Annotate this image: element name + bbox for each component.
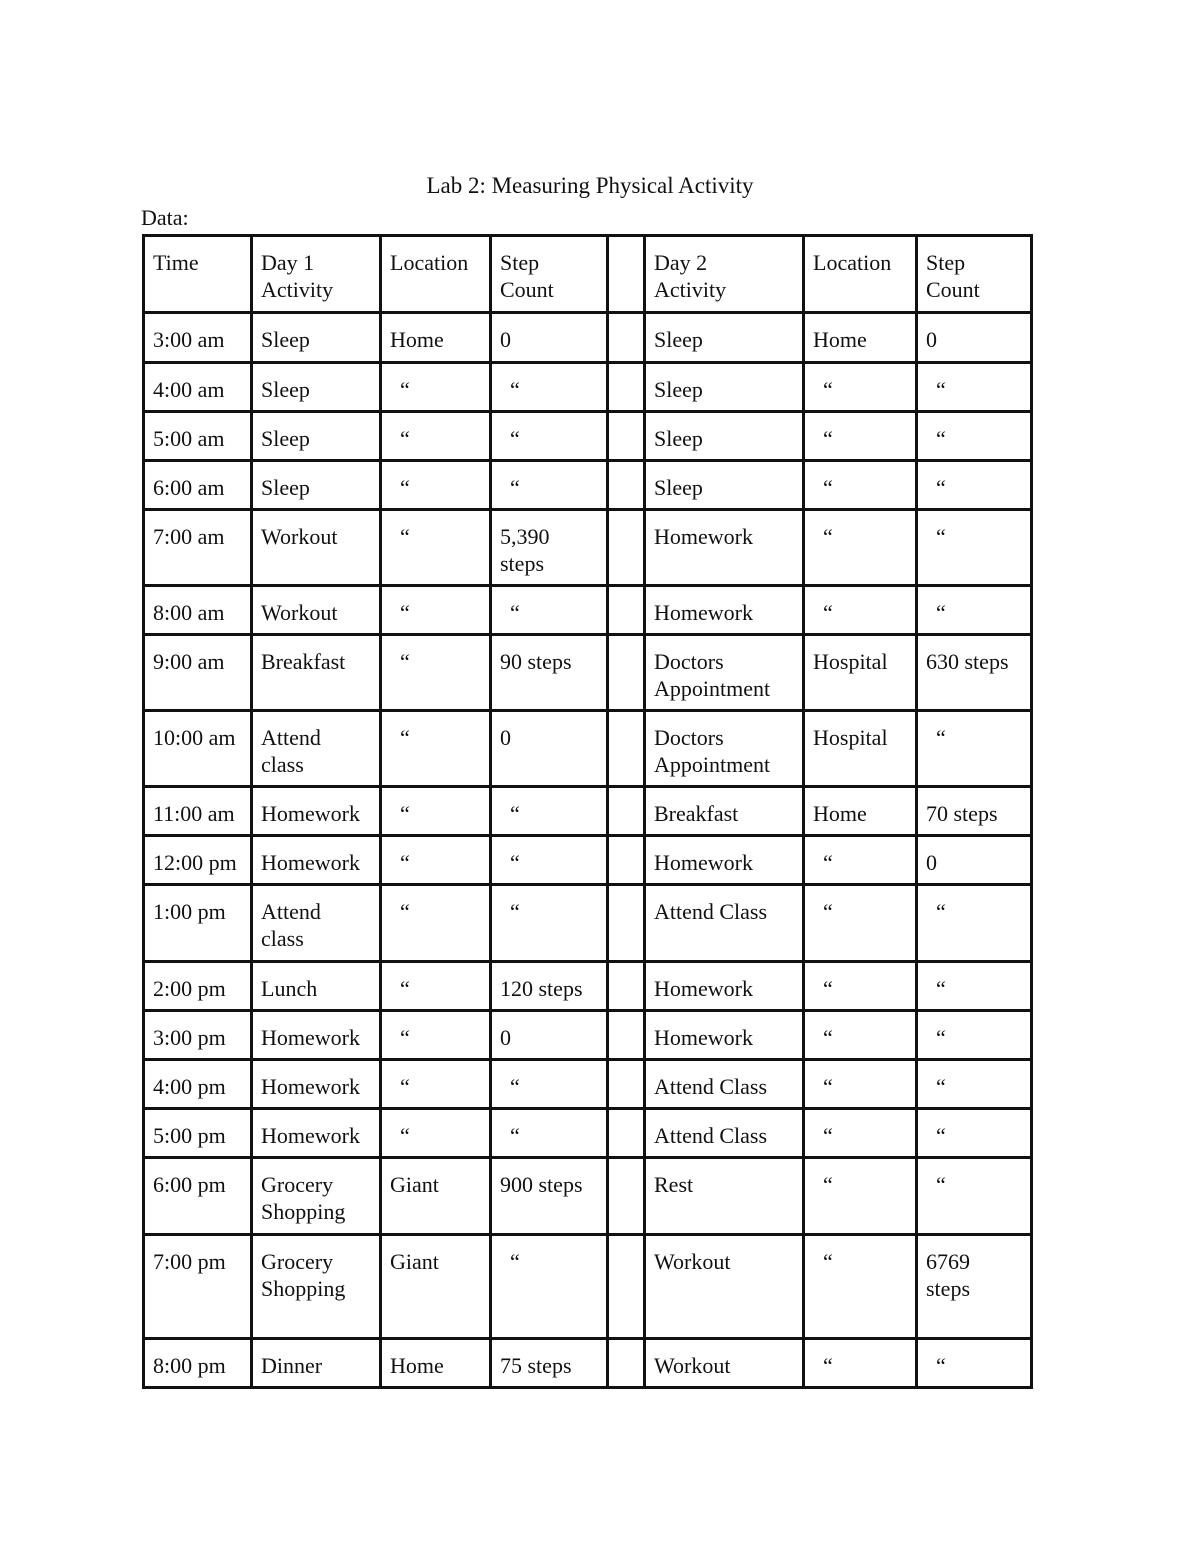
cell-time: 5:00 pm [144,1109,252,1158]
cell-day1-activity: Grocery Shopping [252,1158,381,1235]
cell-day1-step-count: “ [491,363,608,412]
header-spacer [608,236,645,313]
cell-day1-location: “ [381,1011,491,1060]
cell-day2-location: Hospital [804,635,917,711]
cell-day1-step-count: “ [491,885,608,962]
cell-spacer [608,787,645,836]
cell-time: 1:00 pm [144,885,252,962]
cell-day2-step-count: “ [917,1158,1032,1235]
cell-time: 7:00 am [144,510,252,586]
cell-day1-location: “ [381,461,491,510]
cell-day1-location: Giant [381,1235,491,1339]
cell-spacer [608,962,645,1011]
cell-day1-location: “ [381,1109,491,1158]
cell-day1-step-count: 0 [491,711,608,787]
page-title: Lab 2: Measuring Physical Activity [426,173,754,198]
cell-day2-step-count: “ [917,1109,1032,1158]
cell-day2-activity: Sleep [645,412,804,461]
cell-day1-activity: Breakfast [252,635,381,711]
cell-spacer [608,412,645,461]
cell-day1-activity: Attend class [252,711,381,787]
cell-day1-activity: Workout [252,510,381,586]
cell-day1-activity: Sleep [252,412,381,461]
cell-time: 3:00 pm [144,1011,252,1060]
cell-time: 8:00 pm [144,1339,252,1388]
cell-day1-location: “ [381,635,491,711]
cell-day1-location: “ [381,836,491,885]
cell-day2-step-count: “ [917,510,1032,586]
table-row [144,1158,1032,1235]
cell-day1-step-count: 0 [491,313,608,363]
cell-day1-step-count: 90 steps [491,635,608,711]
cell-day2-activity: Homework [645,962,804,1011]
cell-day2-step-count: 630 steps [917,635,1032,711]
cell-day1-activity: Homework [252,836,381,885]
cell-day1-location: “ [381,412,491,461]
cell-day2-location: “ [804,1235,917,1339]
cell-spacer [608,1060,645,1109]
cell-day1-step-count: “ [491,1235,608,1339]
cell-day1-activity: Grocery Shopping [252,1235,381,1339]
cell-spacer [608,1339,645,1388]
table-row [144,586,1032,635]
cell-day1-location: “ [381,711,491,787]
cell-day1-step-count: “ [491,1060,608,1109]
cell-day1-location: Giant [381,1158,491,1235]
data-label: Data: [141,205,189,230]
cell-day2-location: Home [804,313,917,363]
header-day1-location: Location [381,236,491,313]
cell-day2-location: “ [804,412,917,461]
cell-day2-step-count: “ [917,412,1032,461]
cell-spacer [608,635,645,711]
cell-day1-location: “ [381,510,491,586]
table-row [144,1060,1032,1109]
cell-day2-location: Home [804,787,917,836]
cell-day2-activity: Sleep [645,363,804,412]
cell-time: 5:00 am [144,412,252,461]
header-day1-activity: Day 1 Activity [252,236,381,313]
cell-day2-step-count: “ [917,1011,1032,1060]
cell-spacer [608,363,645,412]
cell-spacer [608,586,645,635]
cell-time: 4:00 pm [144,1060,252,1109]
cell-day1-activity: Homework [252,1109,381,1158]
cell-day2-step-count: “ [917,962,1032,1011]
cell-day2-step-count: 70 steps [917,787,1032,836]
table-row [144,635,1032,711]
cell-day1-location: “ [381,363,491,412]
cell-day2-location: “ [804,885,917,962]
cell-day1-activity: Lunch [252,962,381,1011]
cell-day1-activity: Workout [252,586,381,635]
cell-day2-step-count: “ [917,461,1032,510]
table-row [144,836,1032,885]
cell-day2-step-count: “ [917,711,1032,787]
cell-day1-step-count: “ [491,586,608,635]
cell-day2-location: “ [804,1011,917,1060]
cell-day1-location: “ [381,962,491,1011]
cell-day2-location: “ [804,363,917,412]
cell-day2-step-count: 6769 steps [917,1235,1032,1339]
table-row [144,1235,1032,1339]
cell-day1-step-count: “ [491,787,608,836]
table-row [144,962,1032,1011]
cell-day2-activity: Workout [645,1235,804,1339]
table-header-row [144,236,1032,313]
cell-day1-step-count: 120 steps [491,962,608,1011]
table-body [144,236,1032,1388]
cell-day2-step-count: “ [917,885,1032,962]
cell-time: 4:00 am [144,363,252,412]
cell-spacer [608,1235,645,1339]
cell-day1-activity: Sleep [252,363,381,412]
cell-day2-activity: Homework [645,1011,804,1060]
cell-day1-activity: Attend class [252,885,381,962]
cell-time: 10:00 am [144,711,252,787]
cell-day2-location: “ [804,510,917,586]
cell-time: 11:00 am [144,787,252,836]
cell-day2-activity: Sleep [645,461,804,510]
cell-day2-location: “ [804,1339,917,1388]
table-row [144,711,1032,787]
cell-day1-step-count: “ [491,412,608,461]
cell-day2-activity: Doctors Appointment [645,711,804,787]
cell-day1-activity: Homework [252,1060,381,1109]
cell-day1-activity: Dinner [252,1339,381,1388]
cell-spacer [608,885,645,962]
cell-day2-activity: Breakfast [645,787,804,836]
cell-day1-location: “ [381,586,491,635]
cell-day2-activity: Doctors Appointment [645,635,804,711]
cell-day2-location: “ [804,1109,917,1158]
cell-time: 8:00 am [144,586,252,635]
cell-day2-step-count: “ [917,1339,1032,1388]
cell-day1-location: “ [381,1060,491,1109]
cell-day2-step-count: “ [917,1060,1032,1109]
cell-time: 2:00 pm [144,962,252,1011]
cell-day2-step-count: “ [917,363,1032,412]
cell-day2-step-count: 0 [917,836,1032,885]
cell-day1-step-count: 5,390 steps [491,510,608,586]
header-day2-step-count: Step Count [917,236,1032,313]
cell-spacer [608,461,645,510]
table-row [144,412,1032,461]
cell-day2-activity: Attend Class [645,885,804,962]
table-row [144,1011,1032,1060]
cell-day1-step-count: 0 [491,1011,608,1060]
cell-day2-location: “ [804,586,917,635]
cell-day2-step-count: 0 [917,313,1032,363]
cell-day2-activity: Homework [645,586,804,635]
cell-day1-location: “ [381,885,491,962]
header-day2-activity: Day 2 Activity [645,236,804,313]
table-row [144,510,1032,586]
cell-day1-step-count: 75 steps [491,1339,608,1388]
cell-time: 12:00 pm [144,836,252,885]
cell-time: 6:00 pm [144,1158,252,1235]
cell-day2-location: “ [804,836,917,885]
cell-day1-activity: Sleep [252,461,381,510]
cell-time: 9:00 am [144,635,252,711]
cell-day2-activity: Workout [645,1339,804,1388]
table-row [144,363,1032,412]
cell-time: 6:00 am [144,461,252,510]
table-row [144,1109,1032,1158]
cell-day2-activity: Attend Class [645,1109,804,1158]
cell-time: 3:00 am [144,313,252,363]
cell-spacer [608,313,645,363]
cell-spacer [608,510,645,586]
cell-day2-activity: Rest [645,1158,804,1235]
header-day1-step-count: Step Count [491,236,608,313]
cell-day1-activity: Homework [252,1011,381,1060]
cell-spacer [608,836,645,885]
table-row [144,1339,1032,1388]
table-row [144,885,1032,962]
cell-day1-activity: Sleep [252,313,381,363]
cell-time: 7:00 pm [144,1235,252,1339]
cell-day2-location: “ [804,962,917,1011]
cell-day1-location: Home [381,313,491,363]
cell-day2-activity: Attend Class [645,1060,804,1109]
table-row [144,461,1032,510]
cell-day1-step-count: “ [491,836,608,885]
cell-spacer [608,1158,645,1235]
cell-day2-step-count: “ [917,586,1032,635]
cell-day1-step-count: 900 steps [491,1158,608,1235]
cell-spacer [608,1109,645,1158]
header-time: Time [144,236,252,313]
table-row [144,787,1032,836]
cell-day2-activity: Homework [645,836,804,885]
table-row [144,313,1032,363]
cell-day2-location: “ [804,461,917,510]
cell-day2-activity: Homework [645,510,804,586]
cell-day2-location: “ [804,1060,917,1109]
cell-day1-step-count: “ [491,1109,608,1158]
cell-day1-location: Home [381,1339,491,1388]
header-day2-location: Location [804,236,917,313]
cell-day2-location: Hospital [804,711,917,787]
cell-day1-step-count: “ [491,461,608,510]
cell-day1-location: “ [381,787,491,836]
cell-day1-activity: Homework [252,787,381,836]
cell-day2-activity: Sleep [645,313,804,363]
cell-spacer [608,1011,645,1060]
cell-day2-location: “ [804,1158,917,1235]
activity-table [142,234,1033,1389]
cell-spacer [608,711,645,787]
